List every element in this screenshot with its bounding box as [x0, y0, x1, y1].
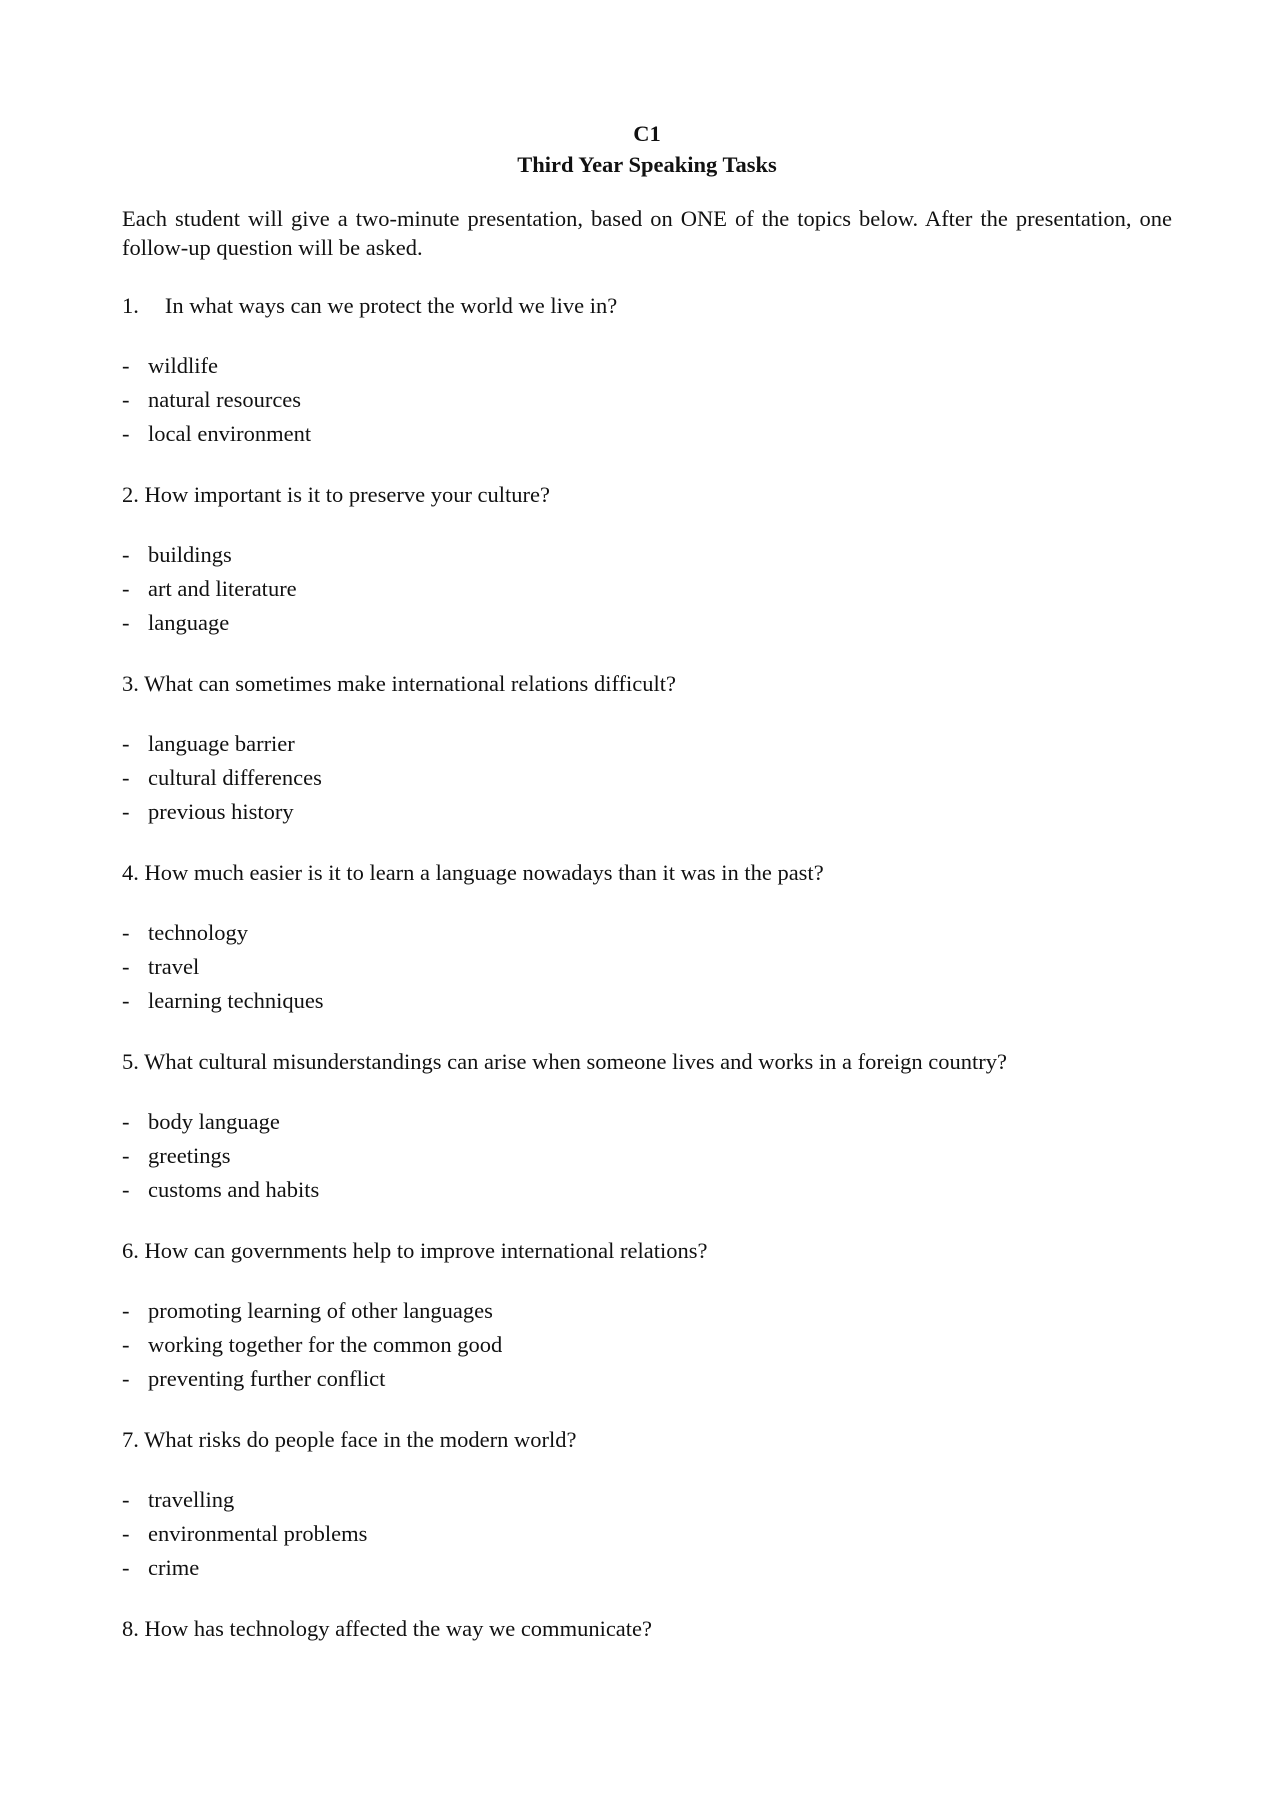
talking-point-text: natural resources	[148, 387, 302, 412]
talking-point	[122, 1294, 1172, 1328]
talking-point	[122, 1551, 1172, 1585]
talking-point	[122, 727, 1172, 761]
question-text: What risks do people face in the modern world?	[144, 1427, 577, 1452]
question-text: How can governments help to improve international relations?	[144, 1238, 708, 1263]
talking-points-list	[122, 1483, 1172, 1585]
talking-point	[122, 1362, 1172, 1396]
question-text: What can sometimes make international relations difficult?	[144, 671, 676, 696]
document-page	[122, 118, 1172, 1672]
bullet-dash: -	[122, 1487, 130, 1512]
question-number: 7.	[122, 1427, 139, 1452]
talking-point	[122, 1105, 1172, 1139]
question-number: 1.	[122, 293, 139, 318]
talking-point-text: customs and habits	[148, 1177, 320, 1202]
bullet-dash: -	[122, 1109, 130, 1134]
question-block	[122, 1425, 1172, 1585]
bullet-dash: -	[122, 576, 130, 601]
talking-point-text: art and literature	[148, 576, 297, 601]
question-line	[122, 1236, 1172, 1265]
question-line	[122, 480, 1172, 509]
question-line	[122, 858, 1172, 887]
question-text: What cultural misunderstandings can arise when someone lives and works in a foreign country?	[144, 1049, 1007, 1074]
bullet-dash: -	[122, 1366, 130, 1391]
bullet-dash: -	[122, 1521, 130, 1546]
question-line	[122, 669, 1172, 698]
talking-point	[122, 1328, 1172, 1362]
talking-points-list	[122, 538, 1172, 640]
talking-point	[122, 572, 1172, 606]
bullet-dash: -	[122, 610, 130, 635]
talking-point-text: travel	[148, 954, 200, 979]
talking-points-list	[122, 916, 1172, 1018]
talking-point	[122, 950, 1172, 984]
talking-point-text: promoting learning of other languages	[148, 1298, 493, 1323]
question-number: 6.	[122, 1238, 139, 1263]
level-label: C1	[633, 121, 661, 146]
talking-point-text: working together for the common good	[148, 1332, 503, 1357]
bullet-dash: -	[122, 387, 130, 412]
talking-point	[122, 761, 1172, 795]
question-block	[122, 1236, 1172, 1396]
talking-point-text: language	[148, 610, 230, 635]
talking-points-list	[122, 1294, 1172, 1396]
question-number: 8.	[122, 1616, 139, 1641]
bullet-dash: -	[122, 421, 130, 446]
talking-point	[122, 1517, 1172, 1551]
question-list	[122, 291, 1172, 1643]
talking-point-text: local environment	[148, 421, 312, 446]
question-number: 2.	[122, 482, 139, 507]
talking-point-text: learning techniques	[148, 988, 324, 1013]
talking-point	[122, 606, 1172, 640]
question-block	[122, 480, 1172, 640]
question-block	[122, 291, 1172, 451]
talking-point-text: greetings	[148, 1143, 231, 1168]
talking-point	[122, 417, 1172, 451]
bullet-dash: -	[122, 920, 130, 945]
question-block	[122, 669, 1172, 829]
talking-point-text: crime	[148, 1555, 200, 1580]
talking-point	[122, 383, 1172, 417]
intro-paragraph: Each student will give a two-minute presentation, based on ONE of the topics below. After the presentation, one follow-up question will be asked.	[122, 206, 1172, 260]
bullet-dash: -	[122, 988, 130, 1013]
talking-point-text: buildings	[148, 542, 232, 567]
bullet-dash: -	[122, 542, 130, 567]
talking-point-text: wildlife	[148, 353, 218, 378]
question-block	[122, 1614, 1172, 1643]
question-number: 4.	[122, 860, 139, 885]
talking-point-text: travelling	[148, 1487, 235, 1512]
talking-point-text: technology	[148, 920, 248, 945]
question-number: 5.	[122, 1049, 139, 1074]
question-block	[122, 858, 1172, 1018]
question-line	[122, 1614, 1172, 1643]
talking-point-text: language barrier	[148, 731, 295, 756]
bullet-dash: -	[122, 1298, 130, 1323]
talking-point	[122, 916, 1172, 950]
talking-point	[122, 795, 1172, 829]
question-text: How much easier is it to learn a language nowadays than it was in the past?	[144, 860, 824, 885]
talking-point-text: previous history	[148, 799, 294, 824]
talking-point	[122, 1173, 1172, 1207]
document-heading	[122, 118, 1172, 180]
bullet-dash: -	[122, 1332, 130, 1357]
talking-points-list	[122, 1105, 1172, 1207]
talking-point	[122, 538, 1172, 572]
talking-point-text: preventing further conflict	[148, 1366, 386, 1391]
talking-points-list	[122, 727, 1172, 829]
talking-point-text: environmental problems	[148, 1521, 368, 1546]
question-text: In what ways can we protect the world we live in?	[164, 293, 618, 318]
bullet-dash: -	[122, 954, 130, 979]
question-text: How important is it to preserve your culture?	[144, 482, 551, 507]
bullet-dash: -	[122, 1177, 130, 1202]
talking-point	[122, 1139, 1172, 1173]
talking-points-list	[122, 349, 1172, 451]
question-line	[122, 1047, 1172, 1076]
bullet-dash: -	[122, 731, 130, 756]
bullet-dash: -	[122, 1143, 130, 1168]
question-block	[122, 1047, 1172, 1207]
talking-point	[122, 984, 1172, 1018]
question-number: 3.	[122, 671, 139, 696]
question-text: How has technology affected the way we communicate?	[144, 1616, 653, 1641]
bullet-dash: -	[122, 1555, 130, 1580]
bullet-dash: -	[122, 353, 130, 378]
question-line	[122, 1425, 1172, 1454]
bullet-dash: -	[122, 799, 130, 824]
bullet-dash: -	[122, 765, 130, 790]
talking-point	[122, 1483, 1172, 1517]
question-line	[122, 291, 1172, 320]
document-title: Third Year Speaking Tasks	[517, 152, 777, 177]
talking-point-text: body language	[148, 1109, 280, 1134]
talking-point-text: cultural differences	[148, 765, 322, 790]
talking-point	[122, 349, 1172, 383]
